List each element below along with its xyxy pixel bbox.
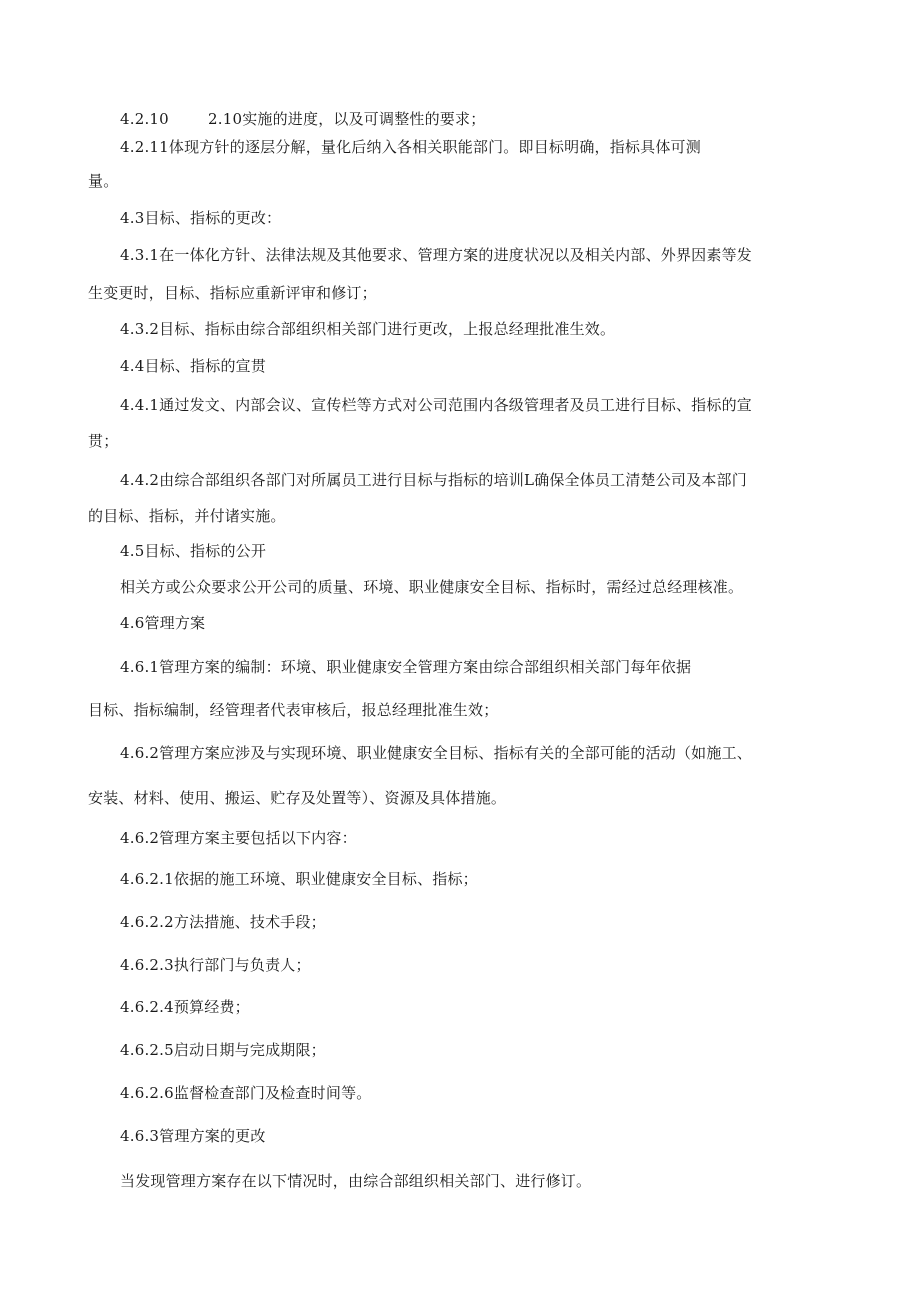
- paragraph-line: 4.4.1通过发文、内部会议、宣传栏等方式对公司范围内各级管理者及员工进行目标、指标的宣: [120, 396, 752, 414]
- paragraph-line: 4.6.2管理方案应涉及与实现环境、职业健康安全目标、指标有关的全部可能的活动（如施工、: [120, 744, 752, 762]
- section-heading: 4.4目标、指标的宣贯: [120, 357, 267, 375]
- paragraph-line: 4.2.11体现方针的逐层分解，量化后纳入各相关职能部门。即目标明确，指标具体可测: [120, 138, 701, 156]
- paragraph-line: 当发现管理方案存在以下情况时，由综合部组织相关部门、进行修订。: [120, 1172, 592, 1190]
- paragraph-line: 目标、指标编制，经管理者代表审核后，报总经理批准生效；: [88, 701, 499, 719]
- list-item: 4.6.2.4预算经费；: [120, 998, 250, 1016]
- list-item: 4.6.2.1依据的施工环境、职业健康安全目标、指标；: [120, 870, 478, 888]
- list-item: 4.6.2.2方法措施、技术手段；: [120, 913, 326, 931]
- clause-text: 2.10实施的进度，以及可调整性的要求；: [208, 110, 486, 128]
- paragraph-line: 4.3.2目标、指标由综合部组织相关部门进行更改，上报总经理批准生效。: [120, 320, 616, 338]
- paragraph-line: 4.3.1在一体化方针、法律法规及其他要求、管理方案的进度状况以及相关内部、外界因素等发: [120, 246, 752, 264]
- clause-number: 4.2.10: [120, 110, 169, 128]
- section-heading: 4.3目标、指标的更改：: [120, 209, 282, 227]
- paragraph-line: [120, 109, 485, 129]
- paragraph-line: 安装、材料、使用、搬运、贮存及处置等）、资源及具体措施。: [88, 789, 507, 807]
- paragraph-line: 4.6.1管理方案的编制：环境、职业健康安全管理方案由综合部组织相关部门每年依据: [120, 658, 692, 676]
- list-item: 4.6.2.3执行部门与负责人；: [120, 956, 311, 974]
- section-heading: 4.6.3管理方案的更改: [120, 1127, 266, 1145]
- paragraph-line: 4.4.2由综合部组织各部门对所属员工进行目标与指标的培训L确保全体员工清楚公司及本部门: [120, 471, 747, 489]
- section-heading: 4.6管理方案: [120, 614, 206, 632]
- section-heading: 4.5目标、指标的公开: [120, 542, 267, 560]
- paragraph-line: 相关方或公众要求公开公司的质量、环境、职业健康安全目标、指标时，需经过总经理核准。: [120, 578, 744, 596]
- paragraph-line: 生变更时，目标、指标应重新评审和修订；: [88, 284, 377, 302]
- paragraph-line: 贯；: [88, 432, 119, 450]
- list-item: 4.6.2.6监督检查部门及检查时间等。: [120, 1084, 372, 1102]
- list-item: 4.6.2.5启动日期与完成期限；: [120, 1041, 326, 1059]
- paragraph-line: 的目标、指标，并付诸实施。: [88, 507, 286, 525]
- section-heading: 4.6.2管理方案主要包括以下内容：: [120, 829, 357, 847]
- paragraph-line: 量。: [88, 172, 119, 190]
